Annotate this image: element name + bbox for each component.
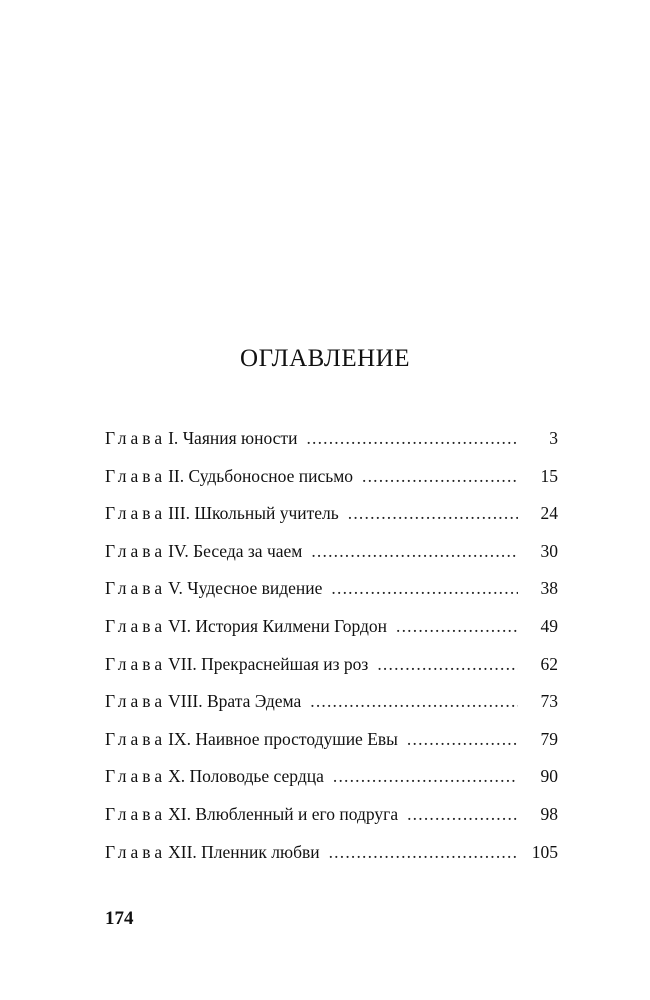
dot-leader (331, 578, 518, 599)
chapter-page: 24 (540, 503, 558, 524)
chapter-label: Глава (105, 803, 167, 824)
page-number: 174 (105, 908, 134, 929)
chapter-page: 105 (531, 841, 558, 862)
chapter-number: IV. (168, 540, 189, 561)
chapter-page: 15 (540, 465, 558, 486)
chapter-number: II. (168, 465, 185, 486)
dot-leader (306, 428, 518, 449)
chapter-page: 38 (540, 578, 558, 599)
chapter-page: 62 (540, 653, 558, 674)
chapter-page: 73 (540, 691, 558, 712)
chapter-label: Глава (105, 428, 167, 448)
toc-entry[interactable] (105, 578, 558, 616)
chapter-number: V. (168, 578, 183, 599)
chapter-number: VIII. (168, 691, 203, 712)
chapter-title: Пленник любви (201, 841, 320, 862)
chapter-number: X. (168, 766, 186, 787)
chapter-label: Глава (105, 615, 167, 636)
chapter-label: Глава (105, 540, 167, 561)
chapter-page: 3 (549, 428, 558, 448)
chapter-label: Глава (105, 728, 167, 749)
chapter-number: IX. (168, 728, 191, 749)
chapter-title: Чаяния юности (182, 428, 298, 448)
toc-entry[interactable] (105, 503, 558, 541)
chapter-title: Половодье сердца (189, 766, 324, 787)
toc-entry[interactable] (105, 616, 558, 654)
chapter-title: Беседа за чаем (193, 540, 303, 561)
page-title: ОГЛАВЛЕНИЕ (240, 345, 410, 372)
chapter-label: Глава (105, 578, 167, 599)
toc-entry[interactable] (105, 729, 558, 767)
chapter-title: Чудесное видение (187, 578, 323, 599)
chapter-title: История Килмени Гордон (195, 615, 388, 636)
dot-leader (310, 691, 518, 712)
chapter-label: Глава (105, 503, 167, 524)
chapter-page: 98 (540, 803, 558, 824)
toc-entry[interactable] (105, 466, 558, 504)
toc-entry[interactable] (105, 541, 558, 579)
chapter-title: Врата Эдема (206, 691, 302, 712)
dot-leader (396, 616, 518, 637)
chapter-number: XII. (168, 841, 197, 862)
toc-entry[interactable] (105, 691, 558, 729)
chapter-page: 79 (540, 728, 558, 749)
dot-leader (377, 654, 518, 675)
chapter-page: 30 (540, 540, 558, 561)
dot-leader (407, 804, 518, 825)
chapter-number: XI. (168, 803, 191, 824)
table-of-contents (105, 428, 558, 879)
chapter-title: Влюбленный и его подруга (195, 803, 399, 824)
chapter-label: Глава (105, 465, 167, 486)
chapter-title: Судьбоносное письмо (188, 465, 354, 486)
toc-entry[interactable] (105, 804, 558, 842)
chapter-label: Глава (105, 653, 167, 674)
toc-entry[interactable] (105, 428, 558, 466)
dot-leader (329, 842, 518, 863)
chapter-number: I. (168, 428, 179, 448)
chapter-title: Наивное простодушие Евы (195, 728, 398, 749)
dot-leader (348, 503, 518, 524)
dot-leader (333, 766, 518, 787)
chapter-label: Глава (105, 691, 167, 712)
toc-entry[interactable] (105, 654, 558, 692)
chapter-number: VI. (168, 615, 191, 636)
dot-leader (362, 466, 518, 487)
chapter-page: 49 (540, 615, 558, 636)
toc-entry[interactable] (105, 842, 558, 880)
chapter-page: 90 (540, 766, 558, 787)
dot-leader (407, 729, 518, 750)
chapter-title: Школьный учитель (194, 503, 339, 524)
chapter-number: III. (168, 503, 190, 524)
chapter-label: Глава (105, 766, 167, 787)
chapter-label: Глава (105, 841, 167, 862)
chapter-title: Прекраснейшая из роз (201, 653, 369, 674)
dot-leader (311, 541, 518, 562)
chapter-number: VII. (168, 653, 197, 674)
toc-entry[interactable] (105, 766, 558, 804)
